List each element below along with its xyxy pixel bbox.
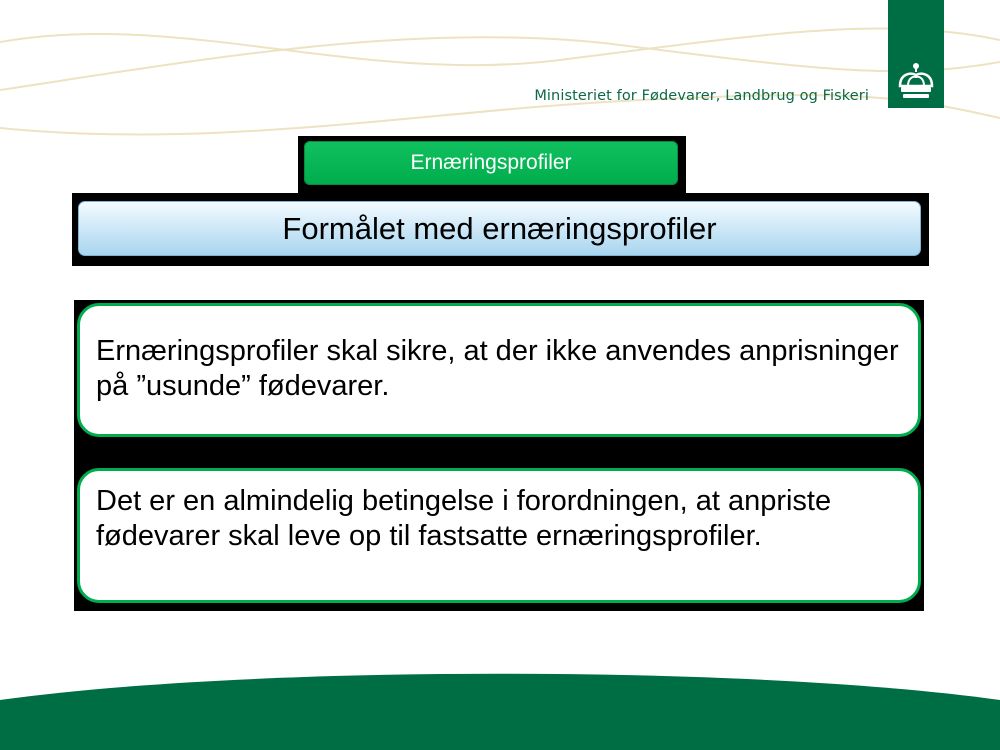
section-tag-frame bbox=[298, 136, 686, 193]
bullet-box-1: Ernæringsprofiler skal sikre, at der ikke anvendes anprisninger på ”usunde” fødevarer. bbox=[77, 303, 921, 437]
crown-icon bbox=[894, 62, 938, 102]
section-tag: Ernæringsprofiler bbox=[304, 141, 678, 185]
ministry-name: Ministeriet for Fødevarer, Landbrug og Fiskeri bbox=[534, 88, 869, 104]
slide-title: Formålet med ernæringsprofiler bbox=[78, 201, 921, 256]
footer-green-band bbox=[0, 660, 1000, 750]
bullet-box-2: Det er en almindelig betingelse i forordningen, at anpriste fødevarer skal leve op til fastsatte ernæringsprofiler. bbox=[77, 468, 921, 603]
ministry-logo bbox=[888, 0, 944, 108]
title-frame bbox=[72, 193, 929, 266]
content-frame bbox=[74, 300, 924, 611]
